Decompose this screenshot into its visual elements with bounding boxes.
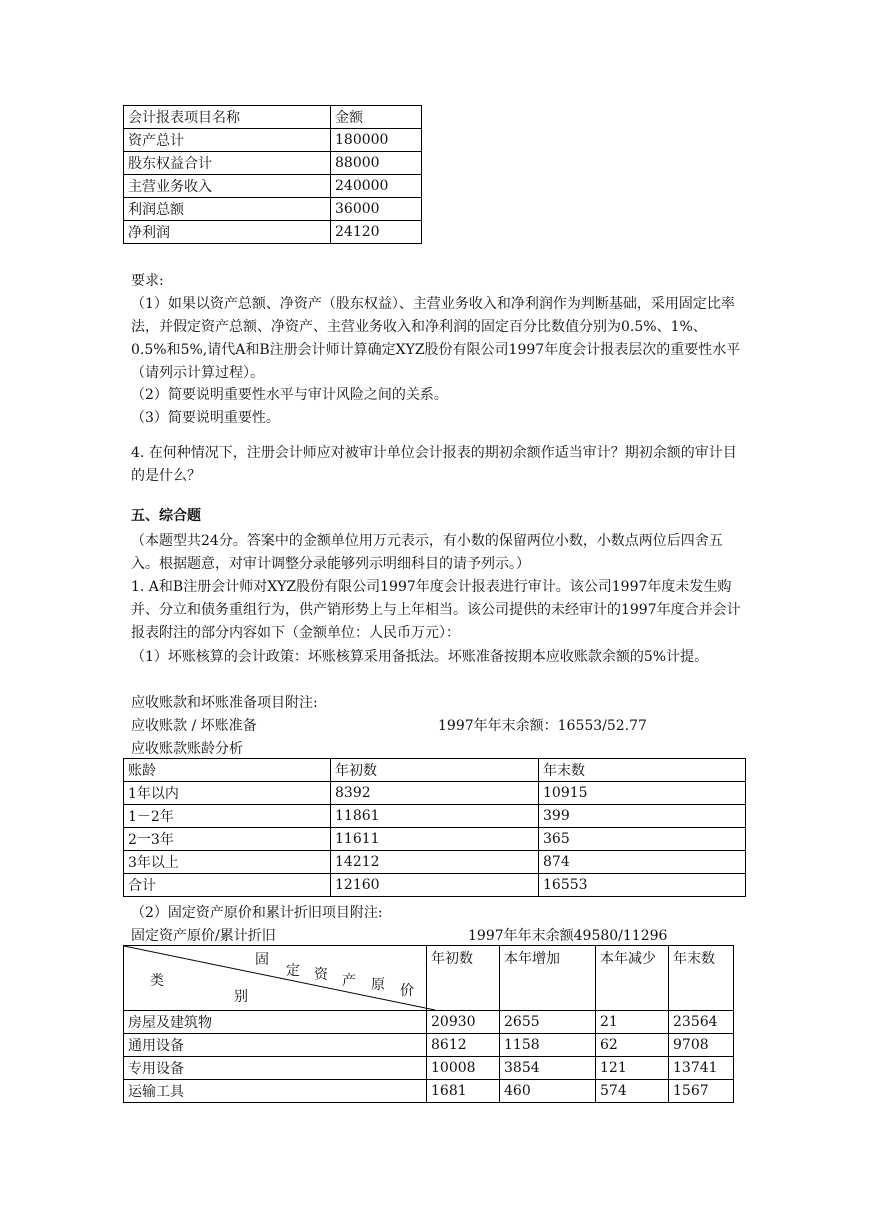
diag-char: 固 — [255, 952, 269, 968]
table-cell: 2655 — [500, 1011, 596, 1034]
table-cell: 13741 — [669, 1057, 734, 1080]
table-cell: 通用设备 — [124, 1034, 427, 1057]
table-cell: 121 — [596, 1057, 669, 1080]
diag-char: 定 — [286, 963, 300, 979]
table-cell: 24120 — [331, 221, 422, 244]
table-cell: 23564 — [669, 1011, 734, 1034]
financial-items-table — [123, 105, 422, 244]
table-cell: 1158 — [500, 1034, 596, 1057]
table-cell: 房屋及建筑物 — [124, 1011, 427, 1034]
diag-char: 别 — [234, 989, 248, 1005]
table-cell: 16553 — [539, 874, 746, 897]
table-row — [124, 851, 746, 874]
table-cell: 10008 — [427, 1057, 500, 1080]
question-1: 1. A和B注册会计师对XYZ股份有限公司1997年度会计报表进行审计。该公司1997年度未发生购并、分立和债务重组行为，供产销形势上与上年相当。该公司提供的未经审计的1997年度合并会计报表附注的部分内容如下（金额单位：人民币万元）： — [131, 579, 741, 641]
table-header-row — [124, 946, 734, 1011]
note-title: 应收账款和坏账准备项目附注: — [131, 695, 318, 711]
table-header-row — [124, 106, 422, 129]
table-row — [124, 1011, 734, 1034]
bad-debt-policy: （1）坏账核算的会计政策：坏账核算采用备抵法。坏账准备按期本应收账款余额的5%计提。 — [131, 649, 709, 665]
table-row — [124, 198, 422, 221]
table-header-row — [124, 759, 746, 782]
table-cell: 1567 — [669, 1080, 734, 1103]
table-header-cell: 账龄 — [124, 759, 331, 782]
diag-char: 原 — [371, 977, 385, 993]
table-cell: 8392 — [331, 782, 539, 805]
table-cell: 9708 — [669, 1034, 734, 1057]
table-header-cell: 本年增加 — [500, 946, 596, 1011]
table-cell: 10915 — [539, 782, 746, 805]
question-4: 4. 在何种情况下，注册会计师应对被审计单位会计报表的期初余额作适当审计？期初余额的审计目的是什么？ — [131, 445, 737, 484]
table-cell: 2一3年 — [124, 828, 331, 851]
fixed-assets-table — [123, 945, 734, 1103]
table-cell: 1－2年 — [124, 805, 331, 828]
fixed-assets-balance: 1997年年末余额49580/11296 — [468, 928, 668, 944]
table-cell: 21 — [596, 1011, 669, 1034]
section-title: 五、综合题 — [131, 508, 201, 524]
diag-char: 类 — [150, 973, 164, 989]
fixed-assets-label: 固定资产原价/累计折旧 — [131, 928, 276, 944]
diag-char: 产 — [342, 973, 356, 989]
table-cell: 12160 — [331, 874, 539, 897]
table-cell: 62 — [596, 1034, 669, 1057]
section-intro: （本题型共24分。答案中的金额单位用万元表示，有小数的保留两位小数，小数点两位后四舍五入。根据题意，对审计调整分录能够列示明细科目的请予列示。） — [131, 533, 723, 572]
table-header-cell: 年末数 — [669, 946, 734, 1011]
table-header-cell: 年末数 — [539, 759, 746, 782]
table-cell: 11611 — [331, 828, 539, 851]
table-cell: 14212 — [331, 851, 539, 874]
table-header-cell: 年初数 — [427, 946, 500, 1011]
diagonal-line — [124, 946, 435, 1010]
table-cell: 1681 — [427, 1080, 500, 1103]
table-cell: 88000 — [331, 152, 422, 175]
table-row — [124, 782, 746, 805]
table-row — [124, 221, 422, 244]
table-cell: 180000 — [331, 129, 422, 152]
table-cell: 利润总额 — [124, 198, 331, 221]
table-cell: 20930 — [427, 1011, 500, 1034]
aging-table — [123, 758, 746, 897]
table-cell: 运输工具 — [124, 1080, 427, 1103]
table-cell: 11861 — [331, 805, 539, 828]
table-cell: 合计 — [124, 874, 331, 897]
table-cell: 8612 — [427, 1034, 500, 1057]
table-row — [124, 129, 422, 152]
table-header-cell: 本年减少 — [596, 946, 669, 1011]
table-row — [124, 1080, 734, 1103]
table-cell: 240000 — [331, 175, 422, 198]
table-header-cell: 金额 — [331, 106, 422, 129]
table-cell: 资产总计 — [124, 129, 331, 152]
requirements-title: 要求: — [131, 273, 164, 289]
table-cell: 3854 — [500, 1057, 596, 1080]
ar-label: 应收账款 / 坏账准备 — [131, 718, 257, 734]
fixed-assets-note: （2）固定资产原价和累计折旧项目附注: — [131, 905, 383, 921]
table-header-cell: 会计报表项目名称 — [124, 106, 331, 129]
table-cell: 主营业务收入 — [124, 175, 331, 198]
table-row — [124, 828, 746, 851]
table-row — [124, 1034, 734, 1057]
table-cell: 36000 — [331, 198, 422, 221]
ar-balance: 1997年年末余额：16553/52.77 — [438, 718, 647, 734]
table-cell: 净利润 — [124, 221, 331, 244]
table-cell: 3年以上 — [124, 851, 331, 874]
requirement-item-3: （3）简要说明重要性。 — [131, 410, 280, 426]
table-row — [124, 805, 746, 828]
diagonal-header-cell — [124, 946, 427, 1011]
table-header-cell: 年初数 — [331, 759, 539, 782]
table-row — [124, 874, 746, 897]
table-cell: 专用设备 — [124, 1057, 427, 1080]
table-cell: 574 — [596, 1080, 669, 1103]
table-row — [124, 1057, 734, 1080]
diag-char: 价 — [400, 983, 414, 999]
table-cell: 365 — [539, 828, 746, 851]
table-cell: 股东权益合计 — [124, 152, 331, 175]
diag-char: 资 — [314, 967, 328, 983]
requirement-item-2: （2）简要说明重要性水平与审计风险之间的关系。 — [131, 387, 448, 403]
table-cell: 460 — [500, 1080, 596, 1103]
table-row — [124, 175, 422, 198]
table-row — [124, 152, 422, 175]
requirement-item-1: （1）如果以资产总额、净资产（股东权益）、主营业务收入和净利润作为判断基础，采用固定比率法，并假定资产总额、净资产、主营业务收入和净利润的固定百分比数值分别为0.5%、1%、0.5%和5%,请代A和B注册会计师计算确定XYZ股份有限公司1997年度会计报表层次的重要性水平（请列示计算过程）。 — [131, 296, 741, 381]
table-cell: 1年以内 — [124, 782, 331, 805]
table-cell: 874 — [539, 851, 746, 874]
aging-title: 应收账款账龄分析 — [131, 741, 243, 757]
table-cell: 399 — [539, 805, 746, 828]
